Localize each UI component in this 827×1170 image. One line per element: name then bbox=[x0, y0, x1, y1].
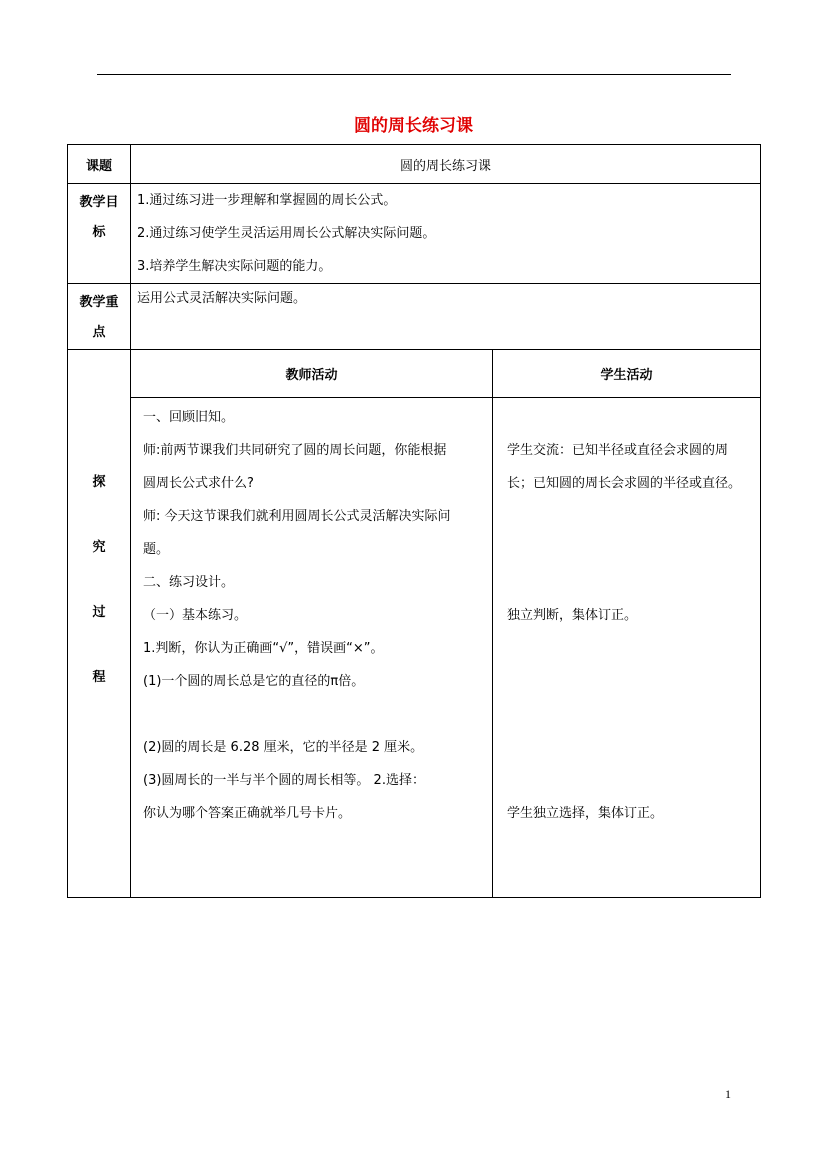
topic-label: 课题 bbox=[68, 145, 131, 184]
student-activity-cell bbox=[493, 398, 761, 898]
teacher-line: 师: 今天这节课我们就利用圆周长公式灵活解决实际问 bbox=[143, 509, 451, 524]
goals-content bbox=[131, 184, 761, 284]
student-line: 学生独立选择，集体订正。 bbox=[507, 806, 664, 821]
student-line-gap bbox=[501, 764, 756, 797]
teacher-line-gap bbox=[137, 698, 486, 731]
goal-item: 3.培养学生解决实际问题的能力。 bbox=[137, 259, 332, 274]
lesson-plan-table bbox=[67, 144, 761, 898]
teacher-line: 题。 bbox=[143, 542, 170, 557]
student-line: 学生交流：已知半径或直径会求圆的周 bbox=[507, 443, 729, 458]
student-line-gap bbox=[501, 665, 756, 698]
student-line-gap bbox=[501, 731, 756, 764]
student-line-gap bbox=[501, 401, 756, 434]
teacher-line: （一）基本练习。 bbox=[143, 608, 248, 623]
process-label-char: 探 bbox=[92, 475, 106, 490]
document-title: 圆的周长练习课 bbox=[354, 116, 473, 136]
process-label bbox=[68, 350, 131, 898]
teacher-line: (1)一个圆的周长总是它的直径的π倍。 bbox=[143, 674, 365, 689]
focus-label bbox=[68, 284, 131, 350]
student-line-gap bbox=[501, 698, 756, 731]
goals-label bbox=[68, 184, 131, 284]
goal-item: 2.通过练习使学生灵活运用周长公式解决实际问题。 bbox=[137, 226, 436, 241]
focus-value: 运用公式灵活解决实际问题。 bbox=[137, 291, 307, 306]
process-label-char: 究 bbox=[92, 540, 106, 555]
goal-item: 1.通过练习进一步理解和掌握圆的周长公式。 bbox=[137, 193, 397, 208]
student-line: 长；已知圆的周长会求圆的半径或直径。 bbox=[507, 476, 742, 491]
focus-content bbox=[131, 284, 761, 350]
goals-label-line1: 教学目 bbox=[79, 195, 119, 210]
process-content bbox=[131, 350, 761, 898]
student-line-gap bbox=[501, 566, 756, 599]
teacher-line: (2)圆的周长是 6.28 厘米，它的半径是 2 厘米。 bbox=[143, 740, 424, 755]
student-line-gap bbox=[501, 632, 756, 665]
header-rule bbox=[97, 74, 731, 75]
teacher-line: 圆周长公式求什么? bbox=[143, 476, 254, 491]
activity-body-row bbox=[131, 398, 760, 898]
process-label-char: 过 bbox=[92, 605, 106, 620]
teacher-activity-cell bbox=[131, 398, 493, 898]
student-activity-header: 学生活动 bbox=[493, 350, 761, 398]
teacher-line: 你认为哪个答案正确就举几号卡片。 bbox=[143, 806, 352, 821]
teacher-line: (3)圆周长的一半与半个圆的周长相等。 2.选择： bbox=[143, 773, 425, 788]
teacher-line: 1.判断，你认为正确画“√”，错误画“×”。 bbox=[143, 641, 384, 656]
student-line-gap bbox=[501, 533, 756, 566]
activity-header-row bbox=[131, 350, 760, 398]
process-label-char: 程 bbox=[92, 670, 106, 685]
focus-row bbox=[68, 284, 761, 350]
focus-label-line1: 教学重 bbox=[79, 295, 119, 310]
focus-label-line2: 点 bbox=[92, 325, 106, 340]
topic-value: 圆的周长练习课 bbox=[131, 145, 761, 184]
topic-row bbox=[68, 145, 761, 184]
activity-table bbox=[131, 350, 760, 897]
goals-label-line2: 标 bbox=[92, 225, 106, 240]
teacher-activity-header: 教师活动 bbox=[131, 350, 493, 398]
goals-row bbox=[68, 184, 761, 284]
teacher-line: 一、回顾旧知。 bbox=[143, 410, 235, 425]
student-line-gap bbox=[501, 500, 756, 533]
process-row bbox=[68, 350, 761, 898]
student-line: 独立判断，集体订正。 bbox=[507, 608, 638, 623]
teacher-line: 二、练习设计。 bbox=[143, 575, 235, 590]
teacher-line: 师:前两节课我们共同研究了圆的周长问题，你能根据 bbox=[143, 443, 447, 458]
page-number: 1 bbox=[725, 1087, 731, 1101]
